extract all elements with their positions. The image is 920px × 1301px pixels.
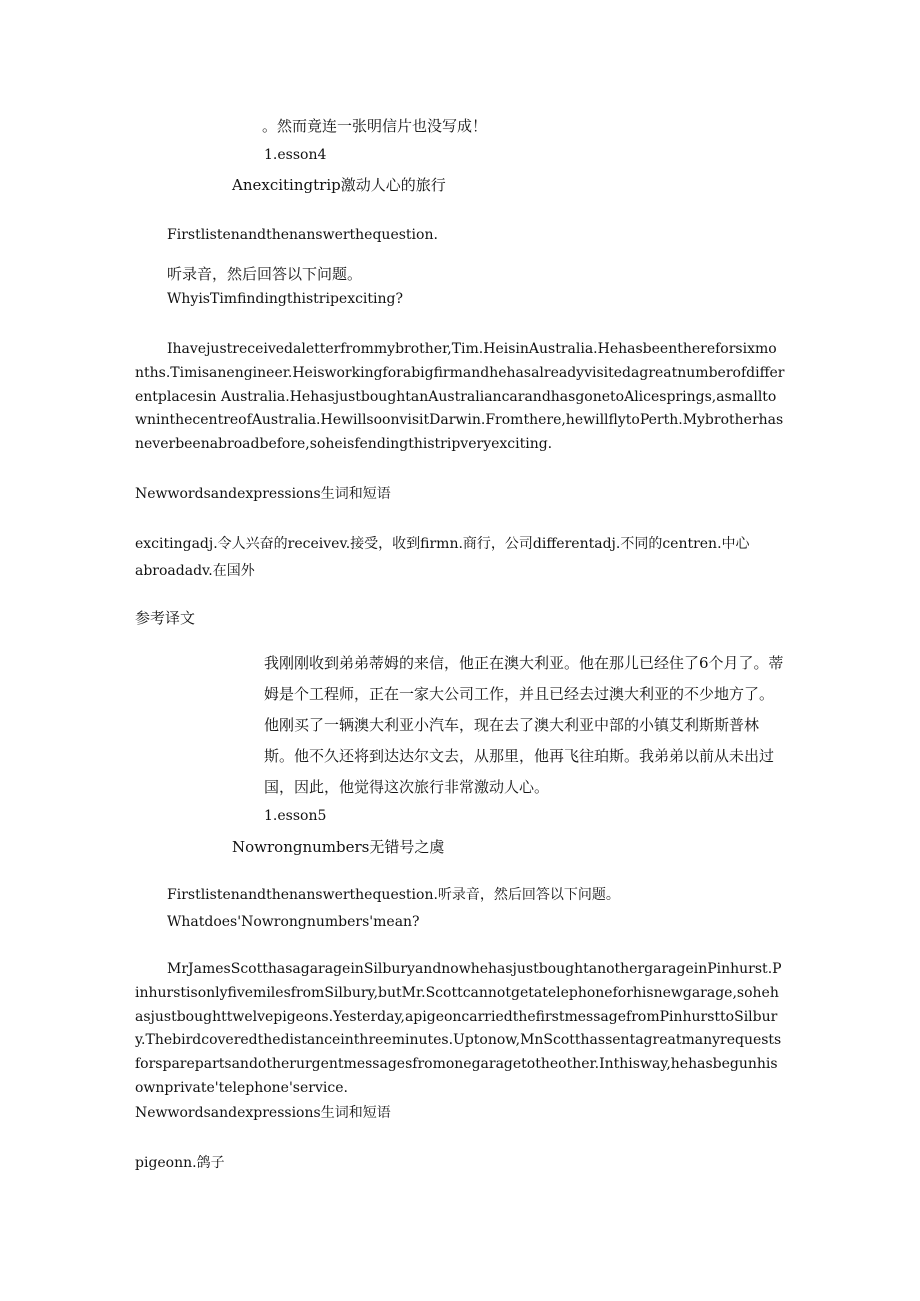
lesson5-vocab-heading: Newwordsandexpressions生词和短语	[135, 1105, 391, 1121]
lesson4-instruction-cn: 听录音，然后回答以下问题。	[167, 265, 363, 283]
lesson5-text: MrJamesScotthasagarageinSilburyandnowhehasjustboughtanothergarageinPinhurst.PinhurstisonlyfivemilesfromSilbury,butMr.Scottcannotgetatelephoneforhisnewgarage,sohehasjustboughttwelvepigeons.Yesterday,apigeoncarriedthefirstmessagefromPinhursttoSilbury.Thebirdcoveredthedistanceinthreeminutes.Uptonow,MnScotthassentagreatmanyrequestsforsparepartsandotherurgentmessagesfromonegaragetotheother.Inthisway,hehasbegunhisownprivate'telephone'service.	[135, 961, 782, 1096]
lesson4-vocab-line: abroadadv.在国外	[135, 563, 255, 579]
lesson5-instruction: Firstlistenandthenanswerthequestion.听录音，然后回答以下问题。	[167, 887, 620, 903]
lesson4-label: 1.esson4	[264, 147, 327, 163]
lesson4-vocab-line: excitingadj.令人兴奋的receivev.接受，收到firmn.商行，公司differentadj.不同的centren.中心	[135, 536, 750, 552]
lesson4-translation: 我刚刚收到弟弟蒂姆的来信，他正在澳大利亚。他在那儿已经住了6个月了。蒂姆是个工程师，正在一家大公司工作，并且已经去过澳大利亚的不少地方了。他刚买了一辆澳大利亚小汽车，现在去了澳大利亚中部的小镇艾利斯斯普林斯。他不久还将到达达尔文去，从那里，他再飞往珀斯。我弟弟以前从未出过国，因此，他觉得这次旅行非常激动人心。	[264, 654, 784, 796]
lesson4-instruction: Firstlistenandthenanswerthequestion.	[167, 227, 438, 243]
lesson4-title: Anexcitingtrip激动人心的旅行	[232, 176, 446, 194]
lesson5-title: Nowrongnumbers无错号之虞	[232, 838, 445, 856]
lesson5-vocab-line: pigeonn.鸽子	[135, 1155, 225, 1171]
lesson4-text: Ihavejustreceivedaletterfrommybrother,Tim.HeisinAustralia.Hehasbeenthereforsixmonths.Timisanengineer.Heisworkingforabigfirmandhehasalreadyvisitedagreatnumberofdifferentplacesin Australia.HehasjustboughtanAustraliancarandhasgonetoAlicesprings,asmalltowninthecentreofAustralia.HewillsoonvisitDarwin.Fromthere,hewillflytoPerth.Mybrotherhasneverbeenabroadbefore,soheisfendingthistripveryexciting.	[135, 341, 785, 453]
lesson5-question: Whatdoes'Nowrongnumbers'mean?	[167, 914, 420, 930]
translation-heading: 参考译文	[135, 609, 196, 627]
lesson4-question: WhyisTimfindingthistripexciting?	[167, 291, 403, 307]
previous-lesson-translation-end: 。然而竟连一张明信片也没写成！	[262, 117, 488, 135]
lesson5-label: 1.esson5	[264, 808, 327, 824]
lesson4-vocab-heading: Newwordsandexpressions生词和短语	[135, 486, 391, 502]
